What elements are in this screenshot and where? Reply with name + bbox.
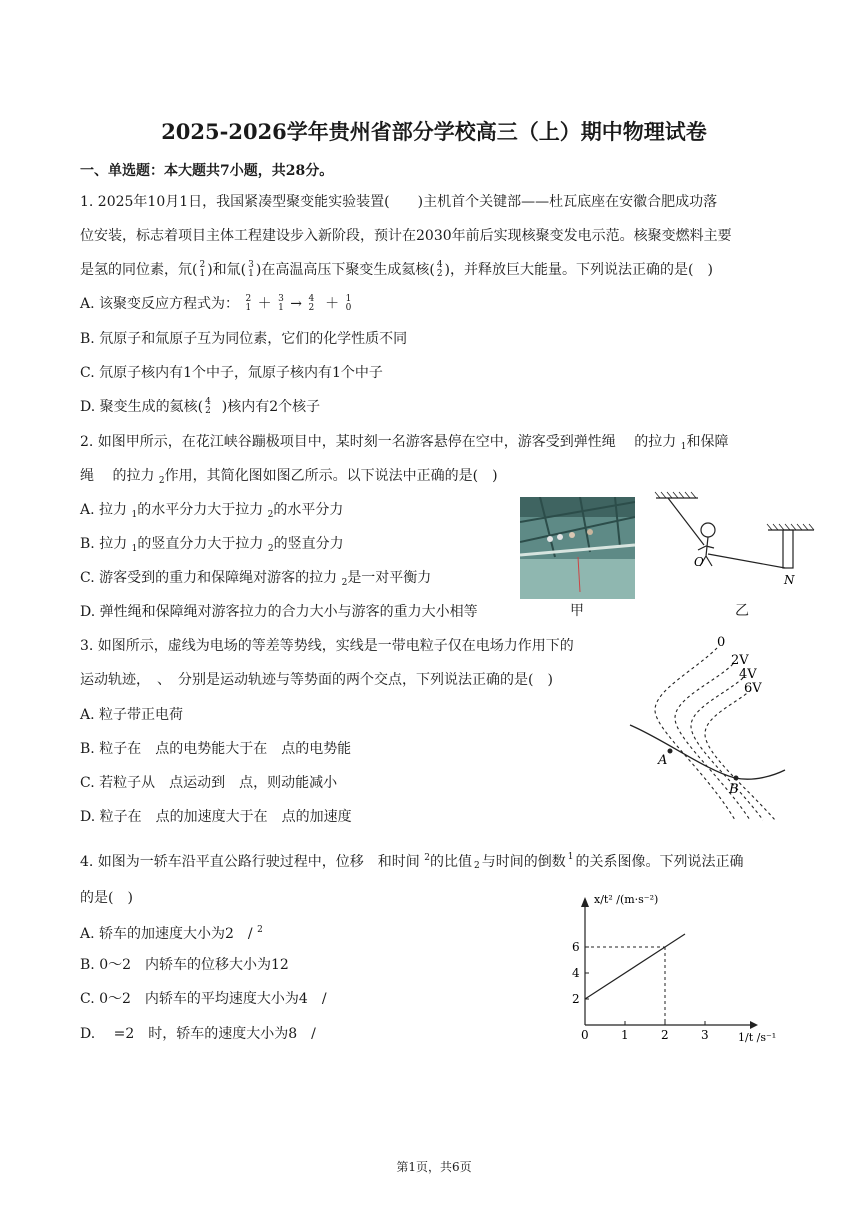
q2-option-d: D. 弹性绳和保障绳对游客拉力的合力大小与游客的重力大小相等 bbox=[80, 604, 478, 620]
potential-2v-label: 2V bbox=[731, 653, 749, 668]
q1-line3 bbox=[80, 260, 713, 280]
figure-label-jia: 甲 bbox=[570, 603, 584, 619]
q4-line2: 的是( ) bbox=[80, 890, 133, 906]
q2-line2: 绳 的拉力 $_2$作用，其简化图如图乙所示。以下说法中正确的是( ) bbox=[80, 468, 498, 486]
q4-option-d: D. =2 时，轿车的速度大小为8 / bbox=[80, 1026, 316, 1042]
q1-line3-b: )和氚( bbox=[207, 262, 247, 278]
helium-symbol-d: 4 2 bbox=[205, 397, 211, 416]
series-line bbox=[585, 934, 685, 999]
q3-option-b: B. 粒子在 点的电势能大于在 点的电势能 bbox=[80, 741, 352, 757]
q1-line3-a: 是氢的同位素，氘( bbox=[80, 262, 198, 278]
q1-option-d bbox=[80, 397, 320, 417]
point-a-label: A bbox=[658, 753, 668, 768]
q2-line1-b: 和保障 bbox=[686, 434, 729, 450]
y-tick-label: 4 bbox=[572, 966, 580, 980]
y-tick-label: 6 bbox=[572, 940, 580, 954]
nuclide-3-1: 3 1 bbox=[278, 294, 284, 313]
one-over-t-fraction: 1 bbox=[567, 852, 574, 862]
q2-option-b-1: B. 拉力 bbox=[80, 536, 128, 552]
rope-diagram bbox=[650, 490, 820, 590]
q1-line1: 1. 2025年10月1日，我国紧凑型聚变能实验装置( )主机首个关键部——杜瓦底座在安徽合肥成功落 bbox=[80, 194, 718, 210]
q1-option-b: B. 氘原子和氚原子互为同位素，它们的化学性质不同 bbox=[80, 331, 408, 347]
q2-option-c-1: C. 游客受到的重力和保障绳对游客的拉力 bbox=[80, 570, 338, 586]
x-over-t2-vs-1-over-t-chart bbox=[560, 893, 785, 1043]
x-tick-label: 2 bbox=[661, 1028, 669, 1042]
q1-option-a: A. 该聚变反应方程式为： 2 1 ＋ 3 1 → 4 2 ＋ 1 0 bbox=[80, 294, 352, 313]
q3-line1: 3. 如图所示，虚线为电场的等差等势线，实线是一带电粒子仅在电场力作用下的 bbox=[80, 638, 574, 654]
q2-option-a-2: 的水平分力大于拉力 bbox=[137, 502, 264, 518]
q3-option-c: C. 若粒子从 点运动到 点，则动能减小 bbox=[80, 775, 338, 791]
q4-option-a-text: A. 轿车的加速度大小为2 / bbox=[80, 926, 253, 942]
q4-line1-d: 的关系图像。下列说法正确 bbox=[575, 854, 744, 870]
q1-line3-c: )在高温高压下聚变生成氦核( bbox=[255, 262, 435, 278]
page-title: 2025-2026学年贵州省部分学校高三（上）期中物理试卷 bbox=[161, 119, 707, 144]
page-footer: 第1页，共6页 bbox=[396, 1160, 472, 1174]
q4-option-c: C. 0～2 内轿车的平均速度大小为4 / bbox=[80, 991, 327, 1007]
point-b-label: B bbox=[729, 782, 739, 797]
potential-6v-label: 6V bbox=[744, 681, 762, 696]
bungee-photo bbox=[520, 497, 635, 599]
x-tick-label: 0 bbox=[581, 1028, 589, 1042]
potential-0-label: 0 bbox=[717, 635, 726, 650]
q2-option-c: C. 游客受到的重力和保障绳对游客的拉力 $_2$是一对平衡力 bbox=[80, 570, 432, 588]
equipotential-diagram bbox=[625, 630, 795, 830]
q2-option-a-1: A. 拉力 bbox=[80, 502, 128, 518]
nuclide-2-1: 2 1 bbox=[245, 294, 252, 313]
y-tick-label: 2 bbox=[572, 992, 580, 1006]
q2-option-a: A. 拉力 $_1$的水平分力大于拉力 $_2$的水平分力 bbox=[80, 502, 344, 520]
q2-option-a-3: 的水平分力 bbox=[273, 502, 344, 518]
x-tick-label: 1 bbox=[621, 1028, 629, 1042]
point-n-label: N bbox=[784, 573, 795, 587]
x-axis-label: 1/t /s⁻¹ bbox=[738, 1031, 777, 1043]
q2-option-c-2: 是一对平衡力 bbox=[347, 570, 432, 586]
q1-line3-d: )，并释放巨大能量。下列说法正确的是( ) bbox=[444, 262, 713, 278]
q2-option-b-3: 的竖直分力 bbox=[273, 536, 344, 552]
q1-option-d-a: D. 聚变生成的氦核( bbox=[80, 399, 204, 415]
deuterium-symbol: 2 1 bbox=[199, 260, 206, 279]
nuclide-4-2: 4 2 bbox=[308, 294, 315, 313]
q2-line2-b: 作用，其简化图如图乙所示。以下说法中正确的是( ) bbox=[164, 468, 498, 484]
q2-line1-a: 2. 如图甲所示，在花江峡谷蹦极项目中，某时刻一名游客悬停在空中，游客受到弹性绳 的拉力 bbox=[80, 434, 677, 450]
q3-option-d: D. 粒子在 点的加速度大于在 点的加速度 bbox=[80, 809, 352, 825]
q4-line1-c: 与时间的倒数 bbox=[481, 854, 566, 870]
q2-line1: 2. 如图甲所示，在花江峡谷蹦极项目中，某时刻一名游客悬停在空中，游客受到弹性绳 的拉力 $_1$和保障 bbox=[80, 434, 729, 452]
q3-option-a: A. 粒子带正电荷 bbox=[80, 707, 184, 723]
q2-option-b-2: 的竖直分力大于拉力 bbox=[137, 536, 264, 552]
q1-option-c: C. 氘原子核内有1个中子，氚原子核内有1个中子 bbox=[80, 365, 383, 381]
helium-symbol: 4 2 bbox=[436, 260, 443, 279]
q2-line2-a: 绳 的拉力 bbox=[80, 468, 155, 484]
y-axis-arrow bbox=[581, 897, 589, 907]
q4-line1: 4. 如图为一轿车沿平直公路行驶过程中，位移 和时间 $^2$的比值 2 与时间的倒数 1 的关系图像。下列说法正确 bbox=[80, 852, 744, 871]
q4-line1-a: 4. 如图为一轿车沿平直公路行驶过程中，位移 和时间 bbox=[80, 854, 420, 870]
q1-option-d-b: )核内有2个核子 bbox=[221, 399, 321, 415]
q2-option-b: B. 拉力 $_1$的竖直分力大于拉力 $_2$的竖直分力 bbox=[80, 536, 344, 554]
q4-line1-b: 的比值 bbox=[430, 854, 472, 870]
point-o-label: O bbox=[694, 555, 704, 569]
section-heading: 一、单选题：本大题共7小题，共28分。 bbox=[80, 163, 334, 179]
x-axis-arrow bbox=[750, 1021, 758, 1029]
tritium-symbol: 3 1 bbox=[248, 260, 254, 279]
q3-line2: 运动轨迹， 、 分别是运动轨迹与等势面的两个交点，下列说法正确的是( ) bbox=[80, 672, 553, 688]
q4-option-a: A. 轿车的加速度大小为2 / $^2$ bbox=[80, 925, 263, 942]
q1-option-a-text: A. 该聚变反应方程式为： bbox=[80, 296, 240, 312]
nuclide-1-0: 1 0 bbox=[345, 294, 352, 313]
figure-label-yi: 乙 bbox=[735, 603, 749, 619]
q4-option-b: B. 0～2 内轿车的位移大小为12 bbox=[80, 957, 289, 973]
y-axis-label: x/t² /(m·s⁻²) bbox=[594, 893, 659, 906]
x-tick-label: 3 bbox=[701, 1028, 709, 1042]
x-over-t2-fraction: 2 bbox=[474, 861, 480, 871]
potential-4v-label: 4V bbox=[739, 667, 757, 682]
q1-line2: 位安装，标志着项目主体工程建设步入新阶段，预计在2030年前后实现核聚变发电示范。核聚变燃料主要 bbox=[80, 228, 732, 244]
